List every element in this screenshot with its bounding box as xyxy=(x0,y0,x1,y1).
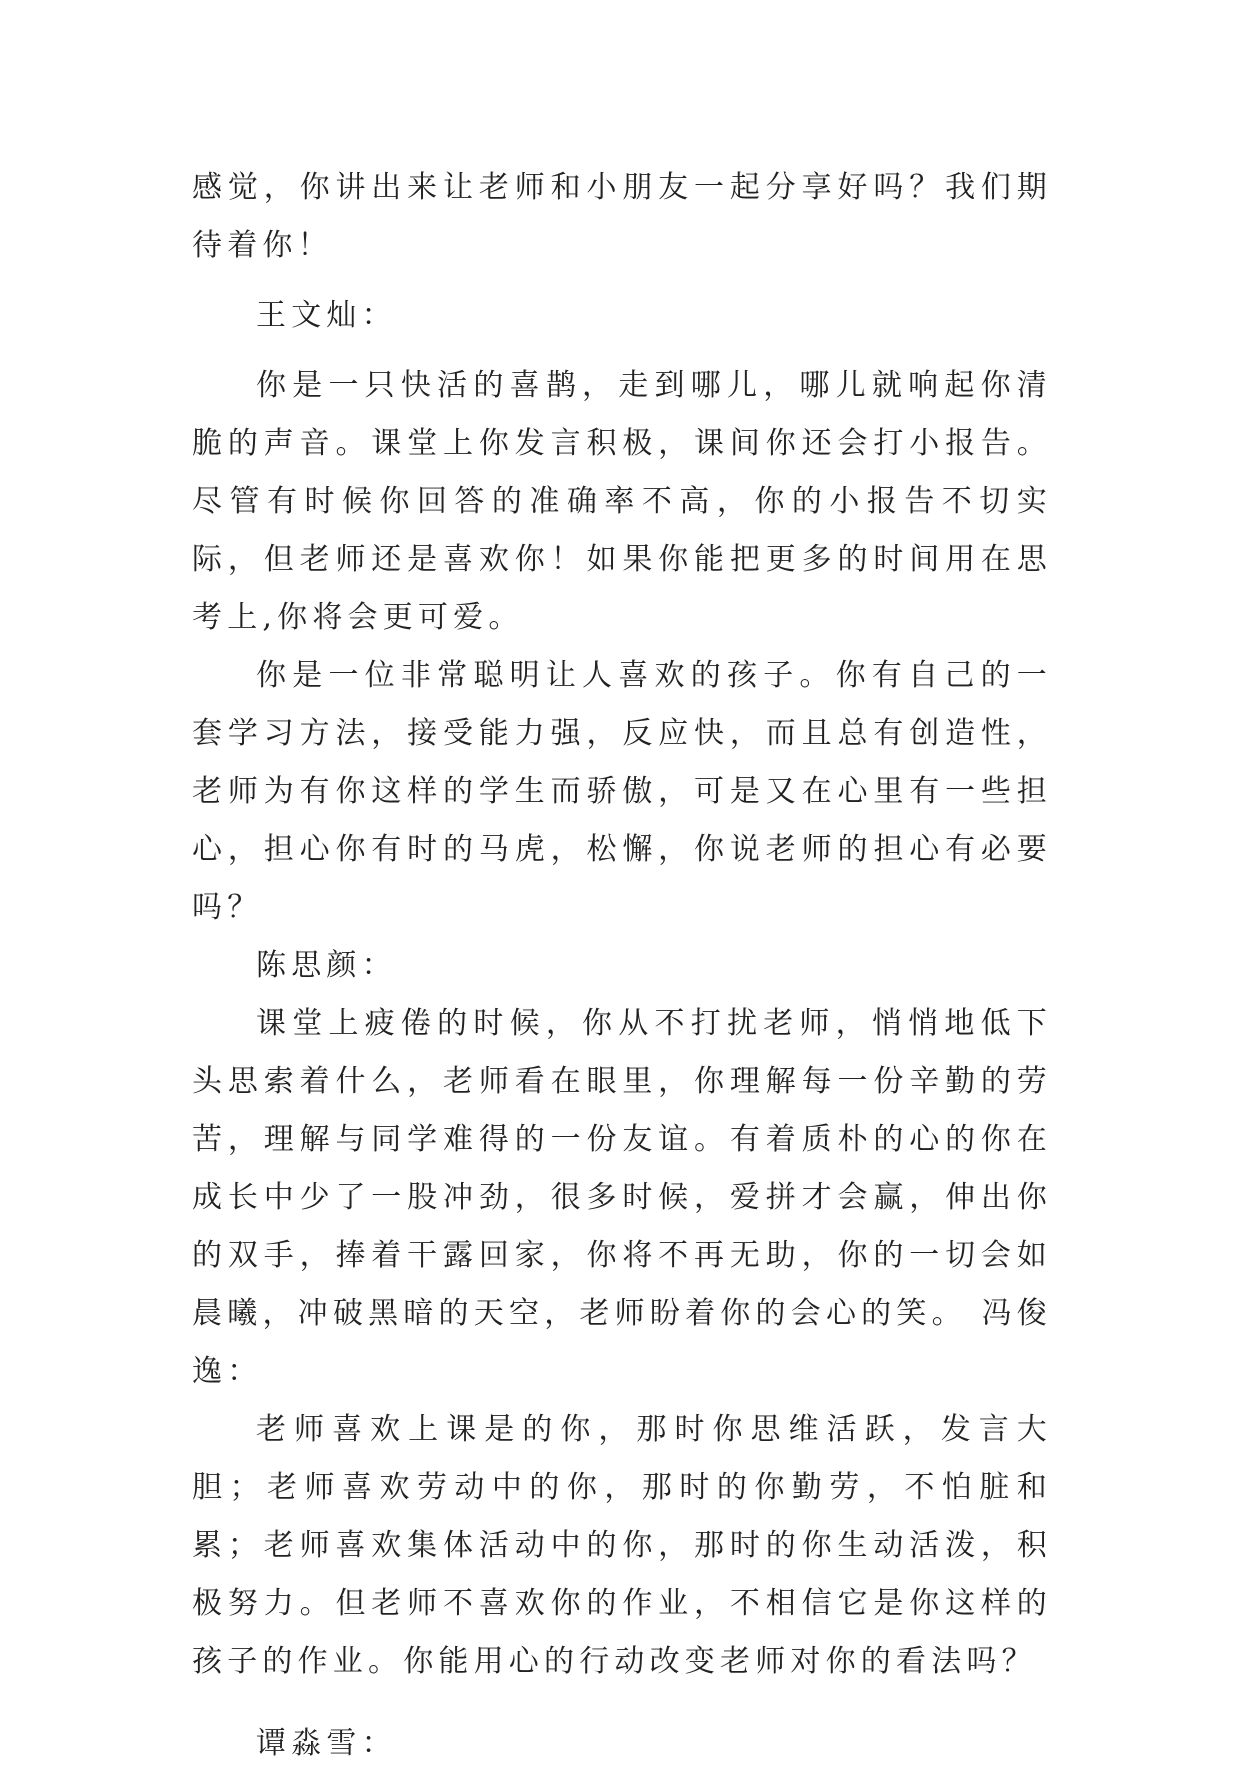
comment-paragraph: 你是一只快活的喜鹊，走到哪儿，哪儿就响起你清脆的声音。课堂上你发言积极，课间你还会打小报告。尽管有时候你回答的准确率不高，你的小报告不切实际，但老师还是喜欢你！如果你能把更多的时间用在思考上,你将会更可爱。 xyxy=(192,368,1052,635)
student-name-tan-miaoxue: 谭淼雪： xyxy=(256,1726,397,1761)
document-body xyxy=(192,159,1052,1773)
comment-paragraph: 课堂上疲倦的时候，你从不打扰老师，悄悄地低下头思索着什么，老师看在眼里，你理解每一份辛勤的劳苦，理解与同学难得的一份友谊。有着质朴的心的你在成长中少了一股冲劲，很多时候，爱拼才会赢，伸出你的双手，捧着干露回家，你将不再无助，你的一切会如晨曦，冲破黑暗的天空，老师盼着你的会心的笑。 冯俊逸： xyxy=(192,1006,1052,1389)
comment-paragraph: 老师喜欢上课是的你，那时你思维活跃，发言大胆；老师喜欢劳动中的你，那时的你勤劳，不怕脏和累；老师喜欢集体活动中的你，那时的你生动活泼，积极努力。但老师不喜欢你的作业，不相信它是你这样的孩子的作业。你能用心的行动改变老师对你的看法吗？ xyxy=(192,1412,1052,1679)
student-name-chen-siyan: 陈思颜： xyxy=(256,948,397,983)
student-name-wang-wencan: 王文灿： xyxy=(256,298,397,333)
paragraph-continuation: 感觉，你讲出来让老师和小朋友一起分享好吗？我们期待着你！ xyxy=(192,170,1052,263)
comment-paragraph: 你是一位非常聪明让人喜欢的孩子。你有自己的一套学习方法，接受能力强，反应快，而且总有创造性，老师为有你这样的学生而骄傲，可是又在心里有一些担心，担心你有时的马虎，松懈，你说老师的担心有必要吗？ xyxy=(192,658,1052,925)
